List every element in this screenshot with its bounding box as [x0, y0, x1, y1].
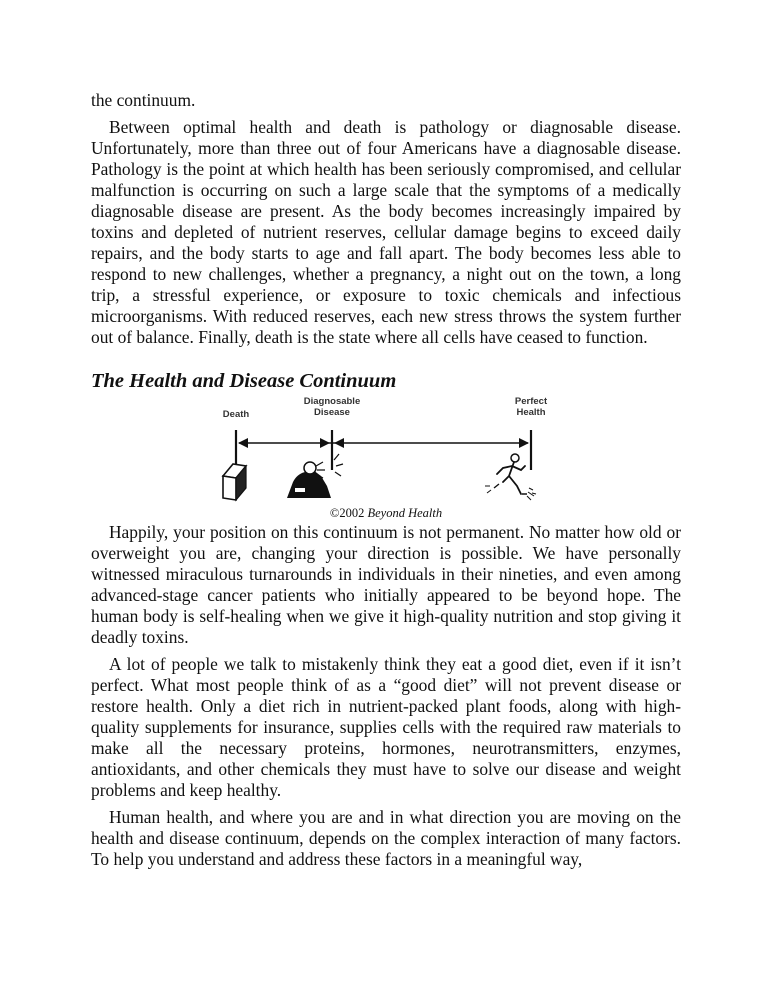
page-body [91, 90, 681, 870]
running-person-icon [485, 454, 536, 500]
label-diagnosable-disease [295, 396, 369, 418]
label-health-line2: Health [516, 407, 546, 418]
label-health-line1: Perfect [514, 396, 548, 407]
label-disease-line2: Disease [314, 407, 350, 418]
label-perfect-health [506, 396, 556, 418]
continuum-figure [91, 396, 681, 522]
caption-source: Beyond Health [367, 506, 443, 520]
caption-prefix: ©2002 [329, 506, 368, 520]
coffin-icon [223, 464, 246, 500]
paragraph-pathology: Between optimal health and death is pathology or diagnosable disease. Unfortunately, more than three out of four Americans have a diagnosable disease. Pathology is the point at which health has been seriously compromised, and cellular malfunction is occurring on such a large scale that the symptoms of a medically diagnosable disease are present. As the body becomes increasingly impaired by toxins and depleted of nutrient reserves, cellular damage begins to exceed daily repairs, and the body starts to age and fall apart. The body becomes less able to respond to new challenges, whether a pregnancy, a night out on the town, a long trip, a stressful experience, or exposure to toxic chemicals and infectious microorganisms. With reduced reserves, each new stress throws the system further out of balance. Finally, death is the state where all cells have ceased to function. [91, 117, 681, 347]
arrowhead-left-icon [238, 438, 248, 448]
arrowhead-right-icon [519, 438, 529, 448]
label-disease-line1: Diagnosable [303, 396, 361, 407]
sick-person-icon [287, 454, 343, 498]
figure-caption [91, 506, 681, 521]
continuum-diagram [91, 396, 681, 506]
arrowhead-mid-right-icon [334, 438, 344, 448]
paragraph-good-diet: A lot of people we talk to mistakenly think they eat a good diet, even if it isn’t perfect. What most people think of as a “good diet” will not prevent disease or restore health. Only a diet rich in nutrient-packed plant foods, along with high-quality supplements for insurance, supplies cells with the required raw materials to make all the necessary proteins, hormones, neurotransmitters, enzymes, antioxidants, and other chemicals they must have to solve our disease and weight problems and keep healthy. [91, 654, 681, 800]
paragraph-continuation: the continuum. [91, 90, 196, 110]
paragraph-happily: Happily, your position on this continuum is not permanent. No matter how old or overweight you are, changing your direction is possible. We have personally witnessed miraculous turnarounds in individuals in their nineties, and even among advanced-stage cancer patients who initially appeared to be beyond hope. The human body is self-healing when we give it high-quality nutrition and stop giving it deadly toxins. [91, 522, 681, 647]
arrowhead-mid-left-icon [320, 438, 330, 448]
section-heading: The Health and Disease Continuum [91, 370, 397, 392]
label-death: Death [222, 409, 250, 420]
paragraph-human-health: Human health, and where you are and in what direction you are moving on the health and disease continuum, depends on the complex interaction of many factors. To help you understand and address these factors in a meaningful way, [91, 807, 681, 869]
